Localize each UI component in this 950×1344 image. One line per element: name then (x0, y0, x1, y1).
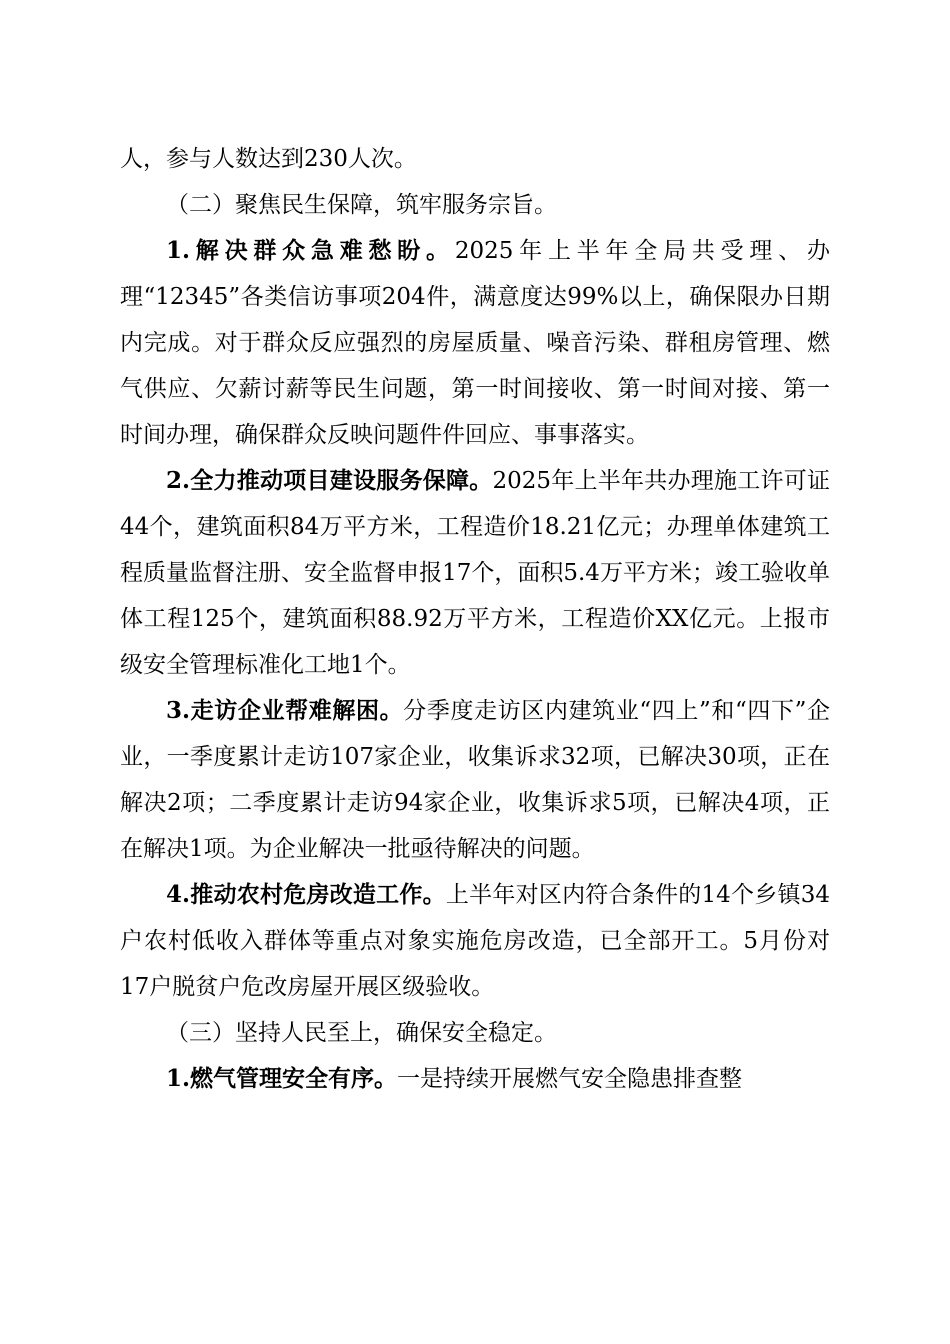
paragraph-lead: 4.推动农村危房改造工作。 (166, 881, 446, 908)
paragraph-body: 2025年上半年全局共受理、办理“12345”各类信访事项204件，满意度达99%以上，确保限办日期内完成。对于群众反应强烈的房屋质量、噪音污染、群租房管理、燃气供应、欠薪讨薪等民生问题，第一时间接收、第一时间对接、第一时间办理，确保群众反映问题件件回应、事事落实。 (120, 238, 830, 448)
paragraph-item-gas-safety (120, 1056, 830, 1102)
paragraph-item-rural-housing (120, 872, 830, 1010)
paragraph-body: 分季度走访区内建筑业“四上”和“四下”企业，一季度累计走访107家企业，收集诉求32项，已解决30项，正在解决2项；二季度累计走访94家企业，收集诉求5项，已解决4项，正在解决1项。为企业解决一批亟待解决的问题。 (120, 698, 830, 862)
paragraph-body: 上半年对区内符合条件的14个乡镇34户农村低收入群体等重点对象实施危房改造，已全部开工。5月份对17户脱贫户危改房屋开展区级验收。 (120, 882, 830, 1000)
paragraph-lead: 3.走访企业帮难解困。 (166, 697, 404, 724)
paragraph-item-project-construction (120, 458, 830, 688)
paragraph-body: 2025年上半年共办理施工许可证44个，建筑面积84万平方米，工程造价18.21亿元；办理单体建筑工程质量监督注册、安全监督申报17个，面积5.4万平方米；竣工验收单体工程125个，建筑面积88.92万平方米，工程造价XX亿元。上报市级安全管理标准化工地1个。 (120, 468, 830, 678)
paragraph-continuation: 人，参与人数达到230人次。 (120, 146, 417, 172)
paragraph-item-visit-enterprises (120, 688, 830, 872)
section-heading-3: （三）坚持人民至上，确保安全稳定。 (166, 1020, 557, 1046)
paragraph-lead: 2.全力推动项目建设服务保障。 (166, 467, 493, 494)
paragraph-lead: 1.燃气管理安全有序。 (166, 1065, 398, 1092)
paragraph-lead: 1.解决群众急难愁盼。 (166, 237, 455, 264)
paragraph-body: 一是持续开展燃气安全隐患排查整 (397, 1066, 743, 1092)
section-heading-2: （二）聚焦民生保障，筑牢服务宗旨。 (166, 192, 557, 218)
paragraph-item-resolve-urgent-issues (120, 228, 830, 458)
document-body (120, 136, 830, 1102)
